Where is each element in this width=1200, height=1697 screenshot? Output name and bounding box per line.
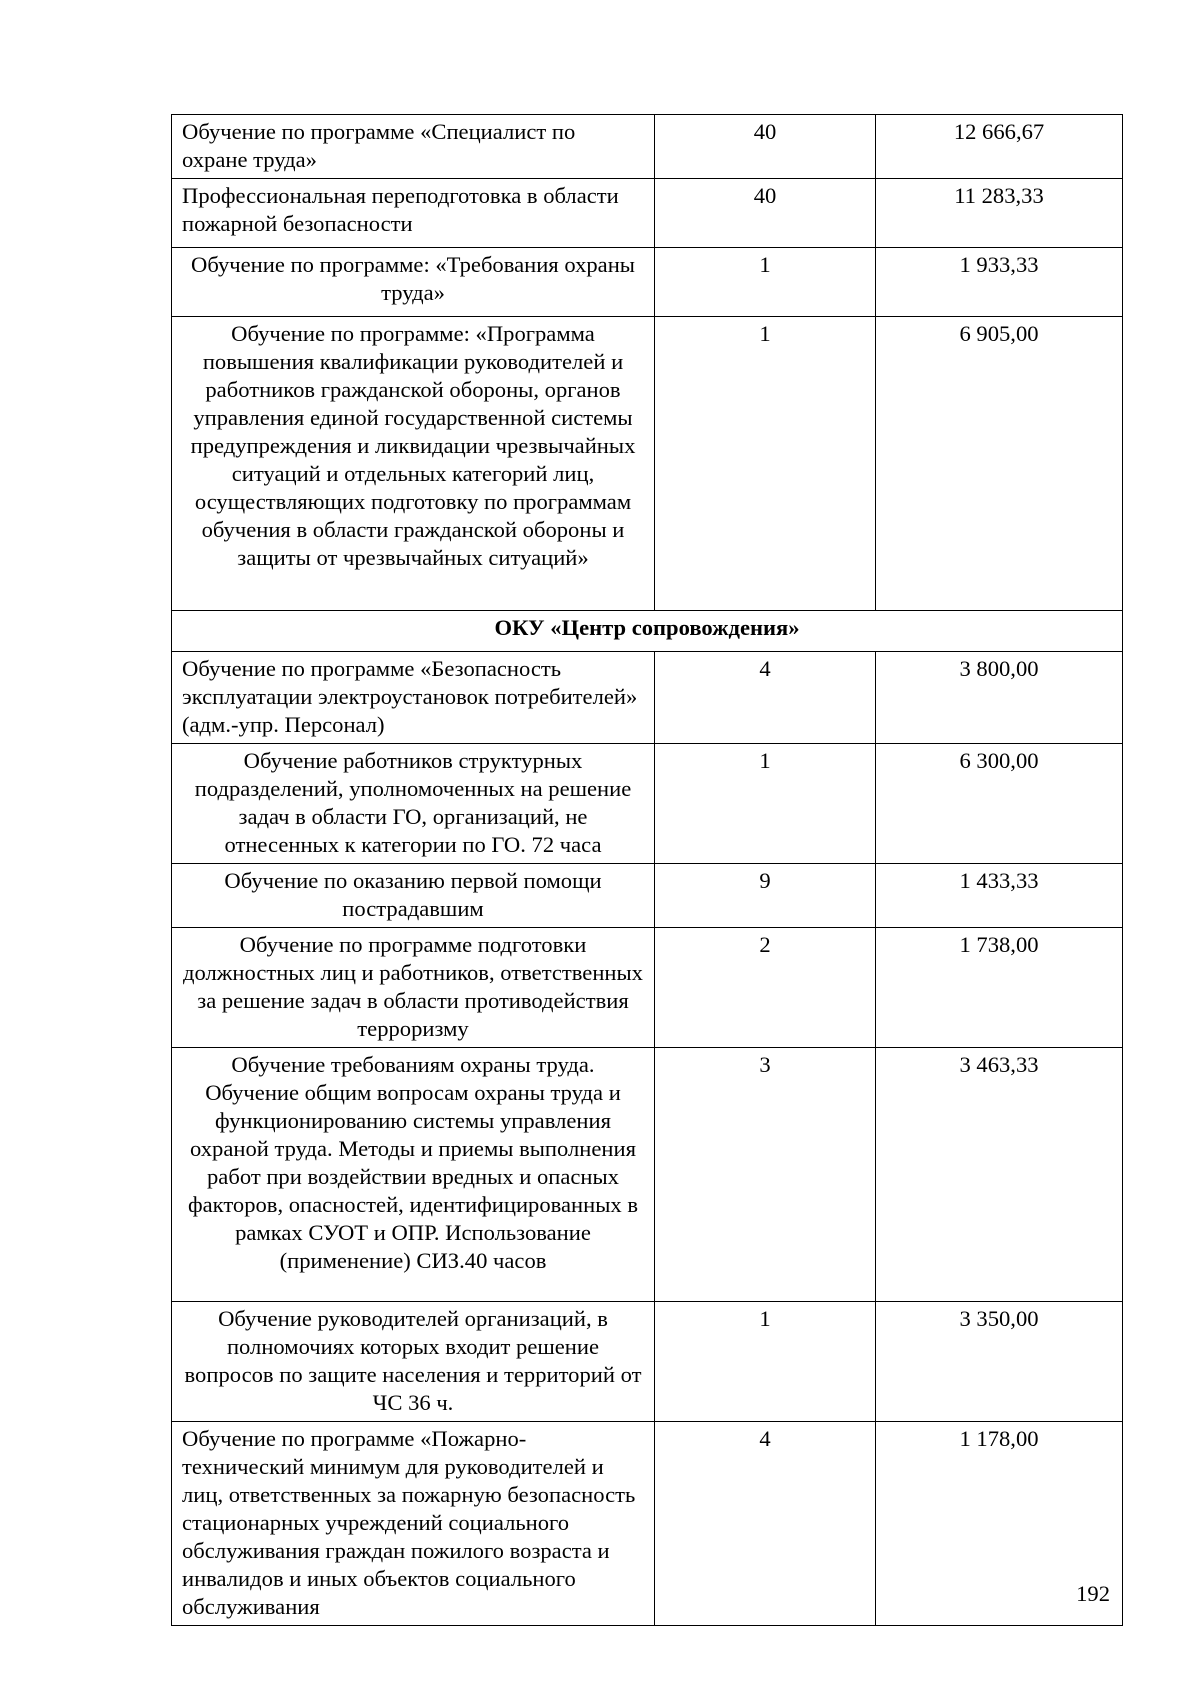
amount-cell: 1 738,00 [876,928,1123,1048]
section-title: ОКУ «Центр сопровождения» [172,611,1123,652]
table-row [172,248,1123,317]
section-header-row [172,611,1123,652]
table-row [172,1422,1123,1626]
course-name-cell: Обучение требованиям охраны труда. Обучение общим вопросам охраны труда и функционированию системы управления охраной труда. Методы и приемы выполнения работ при воздействии вредных и опасных факторов, опасностей, идентифицированных в рамках СУОТ и ОПР. Использование (применение) СИЗ.40 часов [172,1048,655,1302]
quantity-cell: 40 [655,179,876,248]
table-row [172,928,1123,1048]
amount-cell: 3 463,33 [876,1048,1123,1302]
table-row [172,864,1123,928]
page-number: 192 [1076,1581,1110,1606]
table-row [172,1302,1123,1422]
table-row [172,317,1123,611]
course-name-cell: Обучение по программе «Пожарно-технический минимум для руководителей и лиц, ответственных за пожарную безопасность стационарных учреждений социального обслуживания граждан пожилого возраста и инвалидов и иных объектов социального обслуживания [172,1422,655,1626]
course-name-cell: Обучение по оказанию первой помощи пострадавшим [172,864,655,928]
course-name-cell: Обучение руководителей организаций, в полномочиях которых входит решение вопросов по защите населения и территорий от ЧС 36 ч. [172,1302,655,1422]
quantity-cell: 40 [655,115,876,179]
table-row [172,179,1123,248]
amount-cell: 1 433,33 [876,864,1123,928]
training-costs-table [171,114,1123,1626]
amount-cell: 3 800,00 [876,652,1123,744]
quantity-cell: 1 [655,1302,876,1422]
amount-cell: 6 905,00 [876,317,1123,611]
course-name-cell: Обучение по программе подготовки должностных лиц и работников, ответственных за решение задач в области противодействия терроризму [172,928,655,1048]
amount-cell: 1 178,00 [876,1422,1123,1626]
quantity-cell: 1 [655,317,876,611]
course-name-cell: Обучение по программе: «Требования охраны труда» [172,248,655,317]
amount-cell: 6 300,00 [876,744,1123,864]
table-row [172,652,1123,744]
quantity-cell: 4 [655,1422,876,1626]
course-name-cell: Обучение по программе «Безопасность эксплуатации электроустановок потребителей» (адм.-упр. Персонал) [172,652,655,744]
quantity-cell: 1 [655,744,876,864]
amount-cell: 12 666,67 [876,115,1123,179]
table-row [172,1048,1123,1302]
quantity-cell: 1 [655,248,876,317]
amount-cell: 3 350,00 [876,1302,1123,1422]
table-row [172,744,1123,864]
course-name-cell: Обучение работников структурных подразделений, уполномоченных на решение задач в области ГО, организаций, не отнесенных к категории по ГО. 72 часа [172,744,655,864]
quantity-cell: 2 [655,928,876,1048]
table-row [172,115,1123,179]
amount-cell: 11 283,33 [876,179,1123,248]
quantity-cell: 4 [655,652,876,744]
course-name-cell: Обучение по программе: «Программа повышения квалификации руководителей и работников гражданской обороны, органов управления единой государственной системы предупреждения и ликвидации чрезвычайных ситуаций и отдельных категорий лиц, осуществляющих подготовку по программам обучения в области гражданской обороны и защиты от чрезвычайных ситуаций» [172,317,655,611]
quantity-cell: 9 [655,864,876,928]
course-name-cell: Обучение по программе «Специалист по охране труда» [172,115,655,179]
amount-cell: 1 933,33 [876,248,1123,317]
quantity-cell: 3 [655,1048,876,1302]
course-name-cell: Профессиональная переподготовка в области пожарной безопасности [172,179,655,248]
